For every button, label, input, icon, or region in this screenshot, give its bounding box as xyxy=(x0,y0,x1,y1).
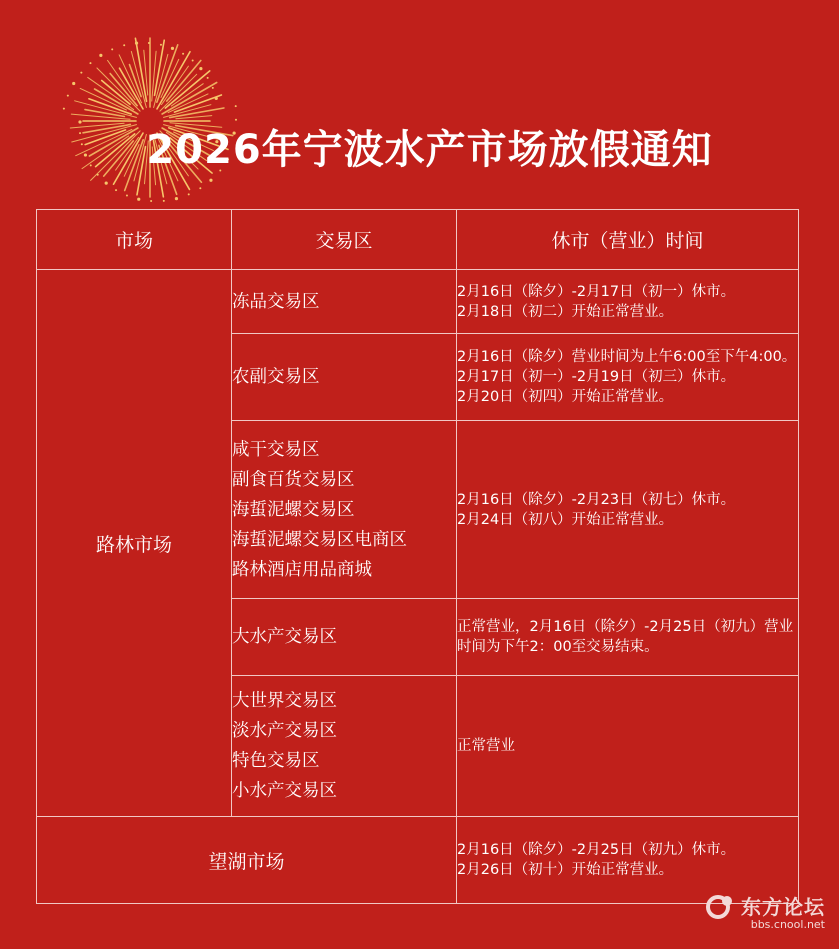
hours-line: 2月26日（初十）开始正常营业。 xyxy=(457,862,674,878)
forum-watermark xyxy=(705,891,825,931)
header-hours: 休市（营业）时间 xyxy=(457,210,799,270)
zone-cell xyxy=(232,270,457,334)
forum-name: 东方论坛 xyxy=(741,895,825,919)
hours-line: 2月17日（初一）-2月19日（初三）休市。 xyxy=(457,369,736,385)
hours-cell xyxy=(457,599,799,676)
zone-label: 咸干交易区 xyxy=(232,439,320,460)
page-title: 2026年宁波水产市场放假通知 xyxy=(146,127,713,173)
market-name-lulin: 路林市场 xyxy=(37,270,232,817)
zone-label: 海蜇泥螺交易区电商区 xyxy=(232,529,407,550)
zone-label: 大世界交易区 xyxy=(232,691,337,711)
hours-line: 2月16日（除夕）-2月25日（初九）休市。 xyxy=(457,842,736,858)
zone-label: 特色交易区 xyxy=(232,751,320,771)
table-row xyxy=(37,270,799,334)
hours-cell xyxy=(457,421,799,599)
zone-label: 大水产交易区 xyxy=(232,627,337,647)
zone-cell xyxy=(232,599,457,676)
zone-label: 小水产交易区 xyxy=(232,781,337,801)
zone-cell xyxy=(232,676,457,817)
zone-label: 农副交易区 xyxy=(232,367,320,387)
zone-cell xyxy=(232,421,457,599)
hours-line: 2月16日（除夕）营业时间为上午6:00至下午4:00。 xyxy=(457,349,797,365)
forum-logo-icon xyxy=(705,893,735,919)
hours-line: 正常营业，2月16日（除夕）-2月25日（初九）营业时间为下午2：00至交易结束。 xyxy=(457,619,794,655)
hours-line: 2月16日（除夕）-2月17日（初一）休市。 xyxy=(457,283,736,300)
header-market: 市场 xyxy=(37,210,232,270)
zone-label: 淡水产交易区 xyxy=(232,721,337,741)
market-name-wanghu: 望湖市场 xyxy=(37,817,457,904)
hours-cell xyxy=(457,270,799,334)
zone-cell xyxy=(232,334,457,421)
holiday-schedule-table xyxy=(36,209,799,904)
forum-url: bbs.cnool.net xyxy=(750,918,825,931)
hours-cell xyxy=(457,676,799,817)
hours-line: 2月20日（初四）开始正常营业。 xyxy=(457,389,674,405)
zone-label: 海蜇泥螺交易区 xyxy=(232,499,355,520)
table-header-row xyxy=(37,210,799,270)
table-row xyxy=(37,817,799,904)
zone-label: 冻品交易区 xyxy=(232,291,320,312)
hours-line: 2月16日（除夕）-2月23日（初七）休市。 xyxy=(457,491,736,508)
zone-label: 路林酒店用品商城 xyxy=(232,559,372,580)
hours-cell xyxy=(457,334,799,421)
hours-line: 正常营业 xyxy=(457,738,515,754)
header-zone: 交易区 xyxy=(232,210,457,270)
hours-line: 2月18日（初二）开始正常营业。 xyxy=(457,303,674,320)
hours-line: 2月24日（初八）开始正常营业。 xyxy=(457,511,674,528)
zone-label: 副食百货交易区 xyxy=(232,469,355,490)
